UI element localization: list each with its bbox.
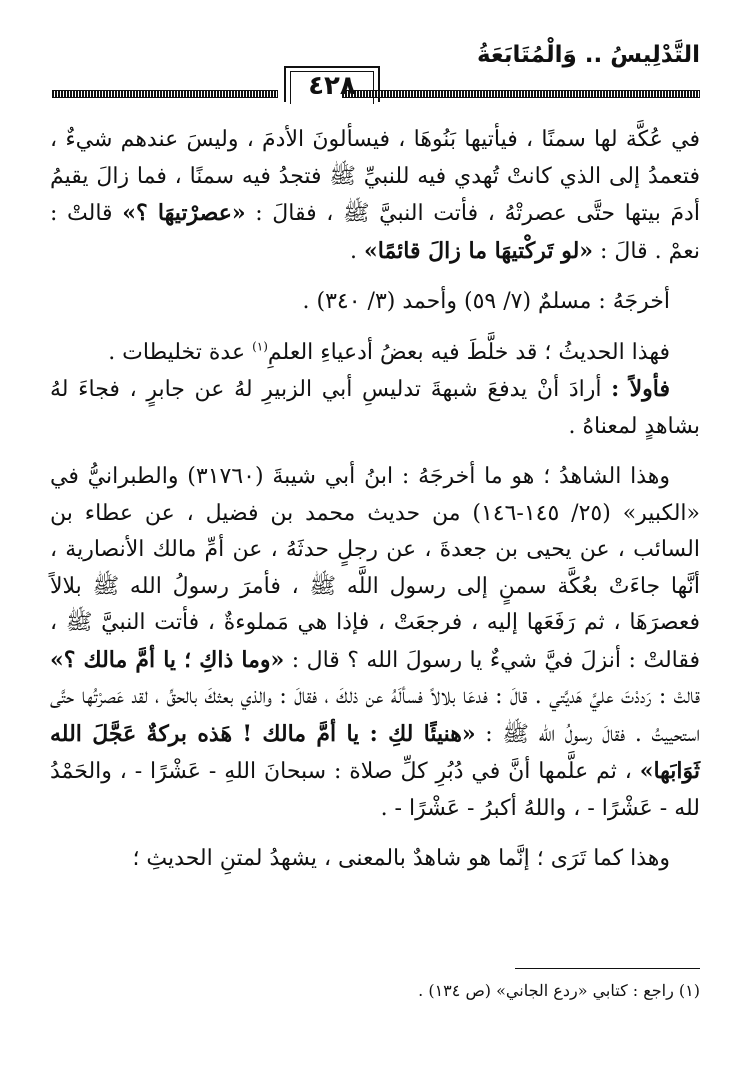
paragraph-1-mid: قالتْ : نعمْ . قالَ : (50, 201, 700, 264)
footnote-separator (515, 968, 700, 969)
paragraph-5-text-c: ، ثم علَّمها أنَّ في دُبُرِ كلِّ صلاة : سبحانَ اللهِ - عَشْرًا - ، والحَمْدُ لله - عَشْرًا - ، واللهُ أكبرُ - عَشْرًا - . (50, 759, 700, 821)
main-text (50, 122, 700, 878)
paragraph-4-lead: فأولاً : (611, 376, 671, 402)
paragraph-5 (50, 459, 700, 827)
paragraph-4 (50, 371, 700, 445)
footnote-ref[interactable]: (١) (252, 339, 268, 354)
paragraph-1 (50, 122, 700, 270)
paragraph-2-takhrij: أخرجَهُ : مسلمٌ (٧/ ٥٩) وأحمد (٣/ ٣٤٠) . (302, 289, 670, 314)
hadith-quote-3: «وما ذاكِ ؛ يا أمَّ مالك ؟» (50, 646, 285, 673)
paragraph-4-text: أرادَ أنْ يدفعَ شبهةَ تدليسِ أبي الزبيرِ لهُ عن جابرٍ ، فجاءَ لهُ بشاهدٍ لمعناهُ . (50, 377, 700, 439)
footnote: (١) راجع : كتابي «ردع الجاني» (ص ١٣٤) . (418, 981, 700, 1000)
hadith-quote-4: «هنيئًا لكِ : يا أمَّ مالك ! هَذه بركةٌ عَجَّلَ الله ثَوَابَها» (50, 720, 701, 784)
header-rule-left (52, 90, 278, 98)
paragraph-6: وهذا كما تَرَى ؛ إنَّما هو شاهدٌ بالمعنى ، يشهدُ لمتنِ الحديثِ ؛ (132, 846, 670, 871)
header-rule-right (342, 90, 700, 98)
paragraph-1-end: . (349, 238, 357, 264)
paragraph-3 (50, 335, 700, 372)
paragraph-3-text-a: فهذا الحديثُ ؛ قد خلَّطَ فيه بعضُ أدعياءِ العلمِ (267, 339, 670, 365)
hadith-quote-1: «عصرْتيهَا ؟» (122, 200, 246, 226)
hadith-quote-2: «لو تَركْتيهَا ما زالَ قائمًا» (363, 237, 594, 264)
paragraph-1-text: في عُكَّة لها سمنًا ، فيأتيها بَنُوهَا ، فيسألونَ الأدمَ ، وليسَ عندهم شيءٌ ، فتعمدُ إلى الذي كانتْ تُهدي فيه للنبيِّ ﷺ فتجدُ فيه سمنًا ، فما زالَ يقيمُ أدمَ بيتها حتَّى عصرتْهُ ، فأتت النبيَّ ﷺ ، فقالَ : (50, 127, 700, 226)
paragraph-5-text-b: قالتْ : رَددْتَ عليَّ هَديَّتي . قالَ : فدعَا بلالاً فسألَهُ عن ذلكَ ، فقالَ : والذي بعثكَ بالحقِّ ، لقد عَصرْتُها حتَّى استحييتُ . فقالَ رسولُ الله ﷺ : (50, 684, 701, 747)
paragraph-3-text-b: عدة تخليطات . (108, 339, 246, 365)
paragraph-5-text-a: وهذا الشاهدُ ؛ هو ما أخرجَهُ : ابنُ أبي شيبةَ (٣١٧٦٠) والطبرانيُّ في «الكبير» (٢٥/ ١٤٥-١٤٦) من حديث محمد بن فضيل ، عن عطاء بن السائب ، عن يحيى بن جعدةَ ، عن رجلٍ حدثَهُ ، عن أمِّ مالك الأنصارية ، أنَّها جاءَتْ بعُكَّة سمنٍ إلى رسول اللَّه ﷺ ، فأمرَ رسولُ الله ﷺ بلالاً فعصرَهَا ، ثم رَفَعَها إليه ، فرجعَتْ ، فإذا هي مَملوءةٌ ، فأتت النبيَّ ﷺ ، فقالتْ : أنزلَ فيَّ شيءٌ يا رسولَ الله ؟ قال : (50, 464, 700, 673)
page-number: ٤٢٨ (284, 66, 380, 102)
running-title: التَّدْلِيسُ .. وَالْمُتَابَعَةُ (476, 42, 700, 68)
